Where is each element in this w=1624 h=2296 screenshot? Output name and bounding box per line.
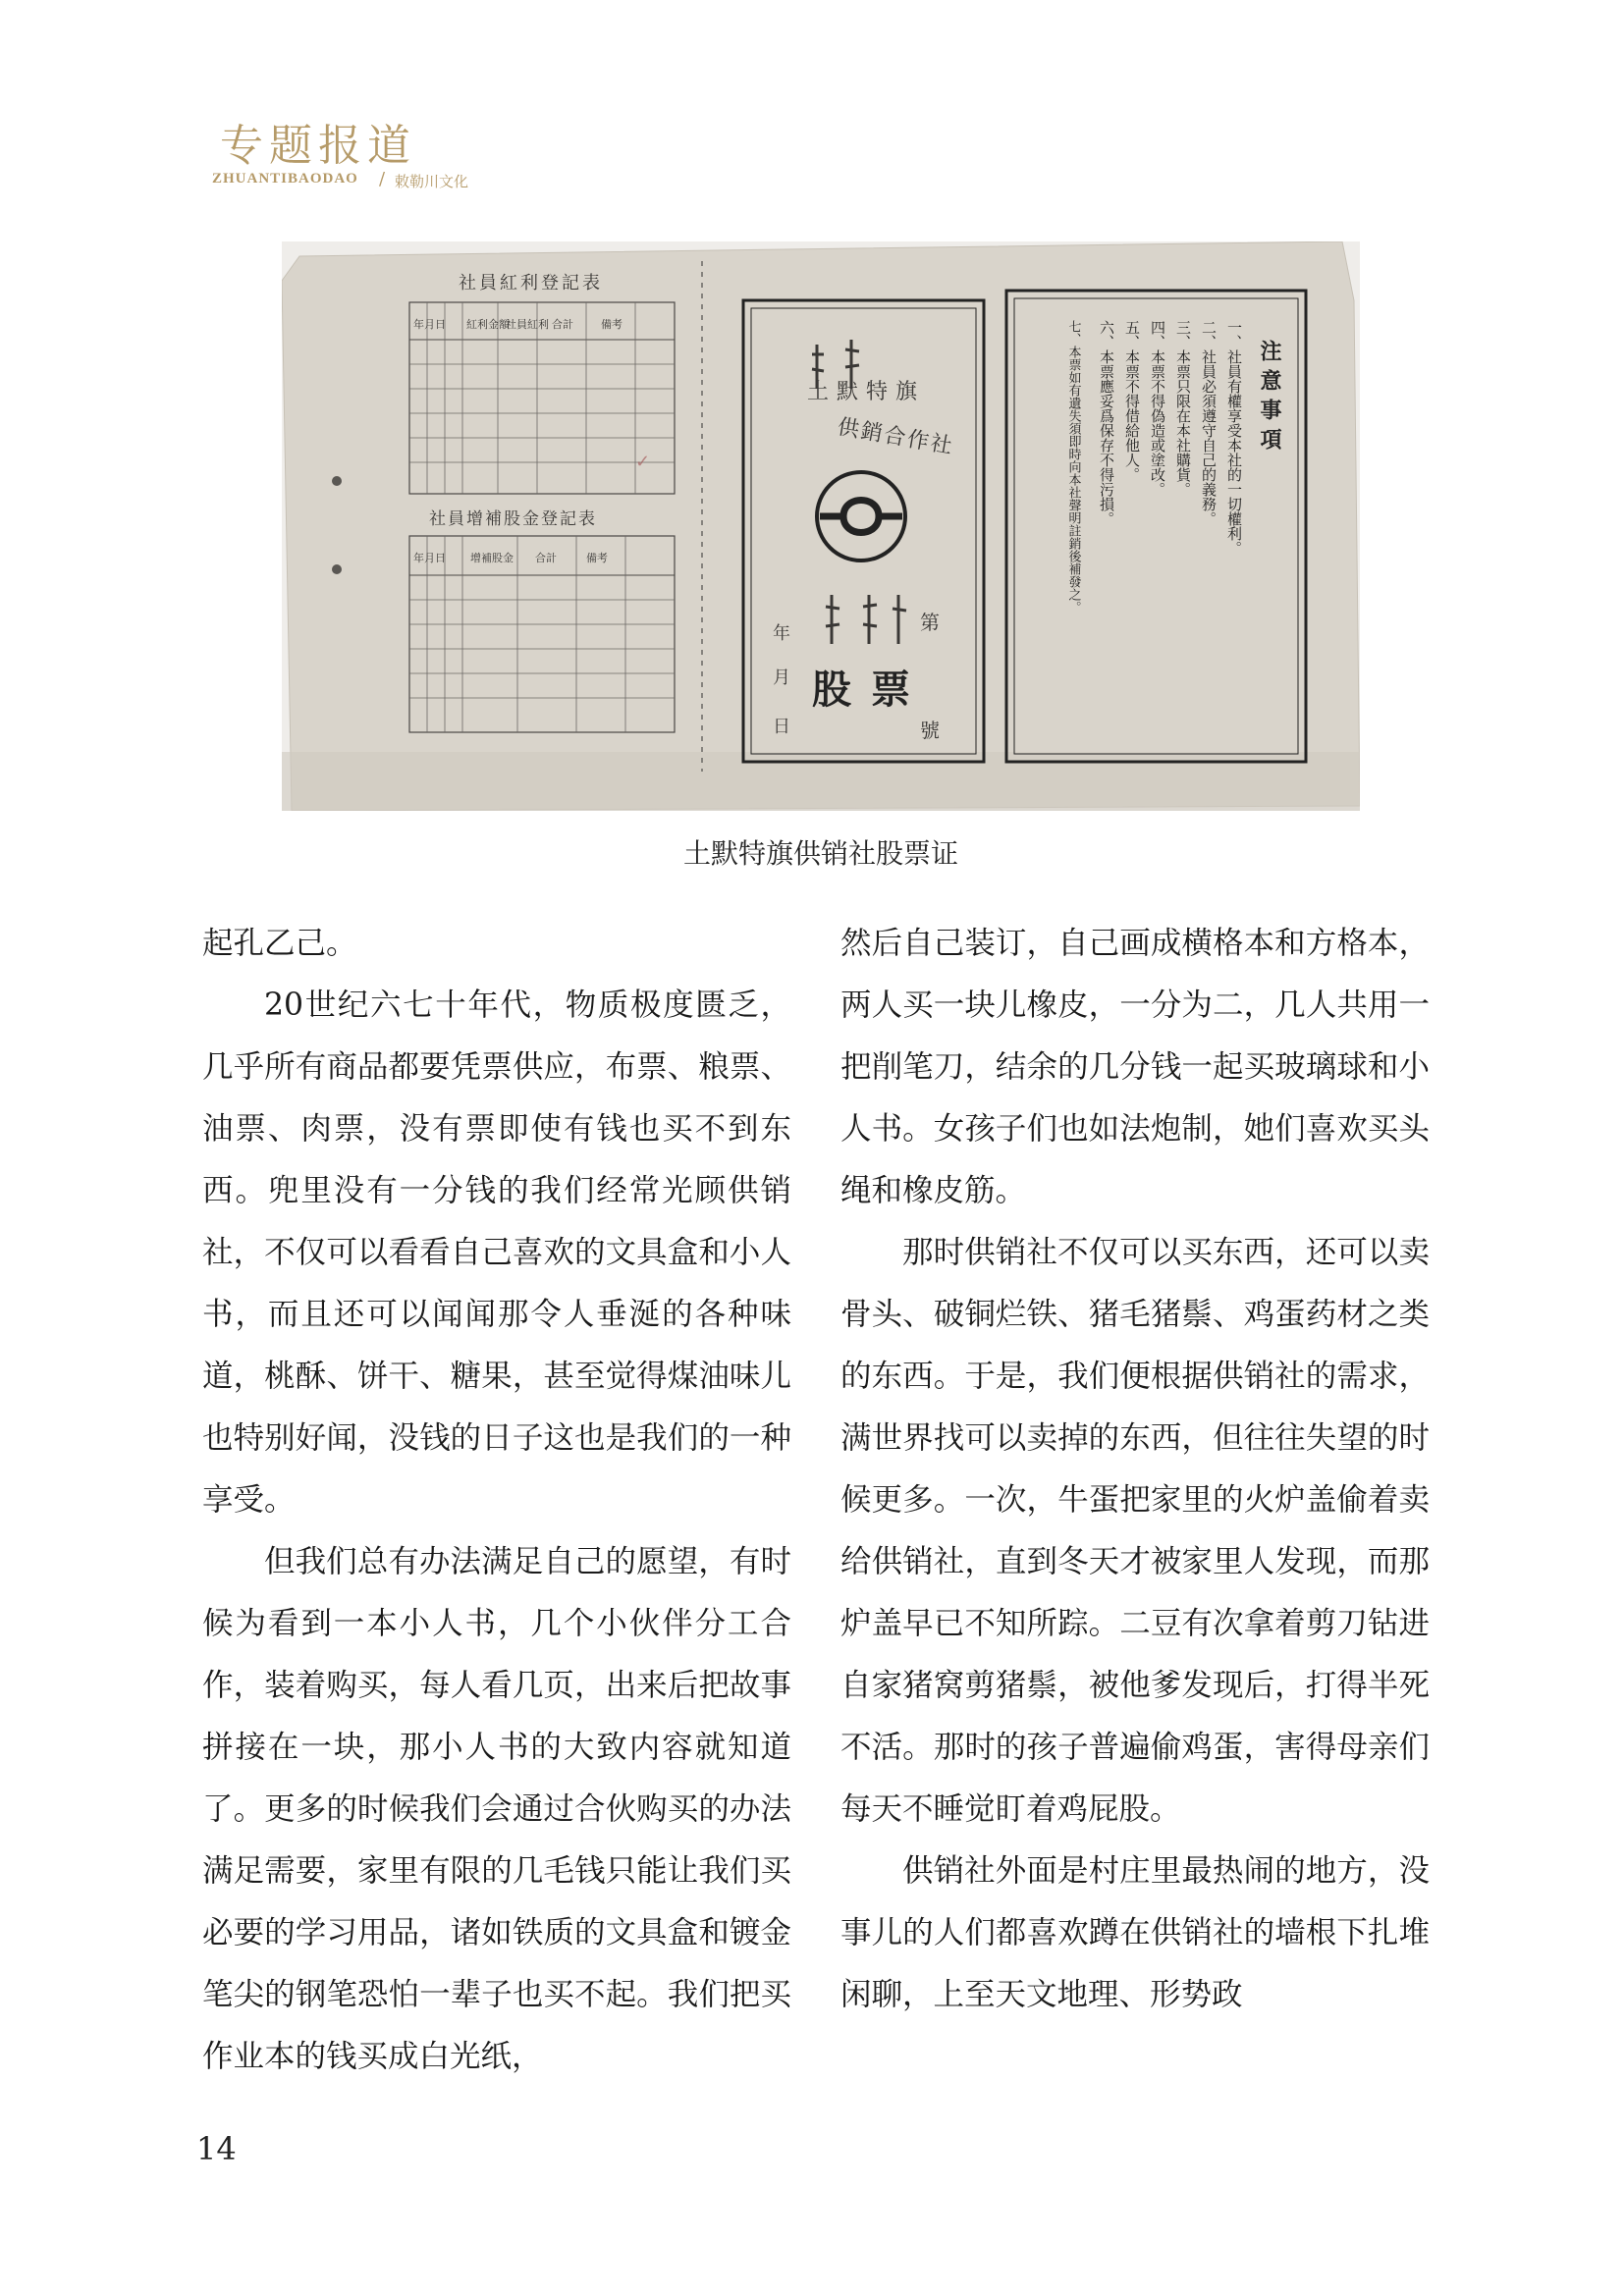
page-number: 14 bbox=[196, 2130, 237, 2167]
paragraph: 但我们总有办法满足自己的愿望，有时候为看到一本小人书，几个小伙伴分工合作，装着购买，每人看几页，出来后把故事拼接在一块，那小人书的大致内容就知道了。更多的时候我们会通过合伙购买的办法满足需要，家里有限的几毛钱只能让我们买必要的学习用品，诸如铁质的文具盒和镀金笔尖的钢笔恐怕一辈子也买不起。我们把买作业本的钱买成白光纸， bbox=[202, 1544, 791, 2074]
paragraph: 20世纪六七十年代，物质极度匮乏，几乎所有商品都要凭票供应，布票、粮票、油票、肉票，没有票即使有钱也买不到东西。兜里没有一分钱的我们经常光顾供销社，不仅可以看看自己喜欢的文具盒和小人书，而且还可以闻闻那令人垂涎的各种味道，桃酥、饼干、糖果，甚至觉得煤油味儿也特别好闻，没钱的日子这也是我们的一种享受。 bbox=[202, 988, 791, 1518]
dividend-header: 備考 bbox=[601, 318, 623, 331]
section-header bbox=[212, 110, 801, 198]
dividend-header: 合計 bbox=[552, 318, 573, 331]
notes-item: 二、社員必須遵守自己的義務。 bbox=[1200, 320, 1218, 526]
section-slash: / bbox=[379, 169, 386, 189]
dividend-header: 年月日 bbox=[413, 318, 446, 331]
certificate-date-year: 年 bbox=[773, 623, 790, 644]
notes-item: 三、本票只限在本社購貨。 bbox=[1174, 320, 1192, 497]
binding-hole-icon bbox=[332, 564, 342, 574]
certificate-date-day: 日 bbox=[773, 717, 790, 737]
paragraph: 供销社外面是村庄里最热闹的地方，没事儿的人们都喜欢蹲在供销社的墙根下扎堆闲聊，上至天文地理、形势政 bbox=[840, 1853, 1430, 2012]
share-header: 增補股金 bbox=[470, 552, 514, 564]
article-column-right bbox=[840, 913, 1430, 2026]
share-header: 年月日 bbox=[413, 552, 446, 564]
certificate-number-prefix: 第 bbox=[920, 611, 940, 634]
share-header: 合計 bbox=[535, 552, 557, 564]
figure-caption: 土默特旗供销社股票证 bbox=[682, 837, 958, 870]
notes-item: 六、本票應妥爲保存不得污損。 bbox=[1098, 320, 1115, 526]
certificate-date-month: 月 bbox=[773, 667, 790, 688]
paragraph: 起孔乙己。 bbox=[202, 926, 357, 961]
notes-title: 注意事項 bbox=[1257, 340, 1282, 457]
certificate-line-1: 土默特旗 bbox=[807, 380, 926, 404]
notes-item: 一、社員有權享受本社的一切權利。 bbox=[1225, 320, 1243, 556]
binding-hole-icon bbox=[332, 476, 342, 486]
article-column-left bbox=[202, 913, 791, 2088]
red-stamp-mark: ✓ bbox=[635, 452, 651, 472]
dividend-header: 社員紅利 bbox=[506, 318, 549, 331]
notes-item: 五、本票不得借給他人。 bbox=[1123, 320, 1141, 482]
section-subtitle: 敕勒川文化 bbox=[395, 173, 469, 190]
certificate-title: 股票 bbox=[812, 667, 930, 713]
section-title: 专题报道 bbox=[220, 121, 416, 171]
notes-item: 七、本票如有遺失須即時向本社聲明註銷後補發之。 bbox=[1065, 320, 1081, 614]
section-pinyin: ZHUANTIBAODAO bbox=[212, 171, 358, 187]
cooperative-emblem-icon bbox=[817, 472, 905, 561]
dividend-header: 紅利金額 bbox=[466, 318, 510, 331]
share-table-title: 社員增補股金登記表 bbox=[429, 509, 597, 529]
notes-item: 四、本票不得偽造或塗改。 bbox=[1149, 320, 1166, 497]
certificate-illustration bbox=[282, 241, 1360, 811]
paragraph: 然后自己装订，自己画成横格本和方格本，两人买一块儿橡皮，一分为二，几人共用一把削笔刀，结余的几分钱一起买玻璃球和小人书。女孩子们也如法炮制，她们喜欢买头绳和橡皮筋。 bbox=[840, 926, 1430, 1208]
certificate-photo bbox=[282, 241, 1360, 811]
paragraph: 那时供销社不仅可以买东西，还可以卖骨头、破铜烂铁、猪毛猪鬃、鸡蛋药材之类的东西。于是，我们便根据供销社的需求，满世界找可以卖掉的东西，但往往失望的时候更多。一次，牛蛋把家里的火炉盖偷着卖给供销社，直到冬天才被家里人发现，而那炉盖早已不知所踪。二豆有次拿着剪刀钻进自家猪窝剪猪鬃，被他爹发现后，打得半死不活。那时的孩子普遍偷鸡蛋，害得母亲们每天不睡觉盯着鸡屁股。 bbox=[840, 1235, 1430, 1827]
dividend-table-title: 社員紅利登記表 bbox=[459, 273, 603, 294]
certificate-number-suffix: 號 bbox=[920, 719, 940, 742]
certificate-line-2: 供銷合作社 bbox=[835, 414, 956, 460]
share-header: 備考 bbox=[586, 552, 608, 564]
